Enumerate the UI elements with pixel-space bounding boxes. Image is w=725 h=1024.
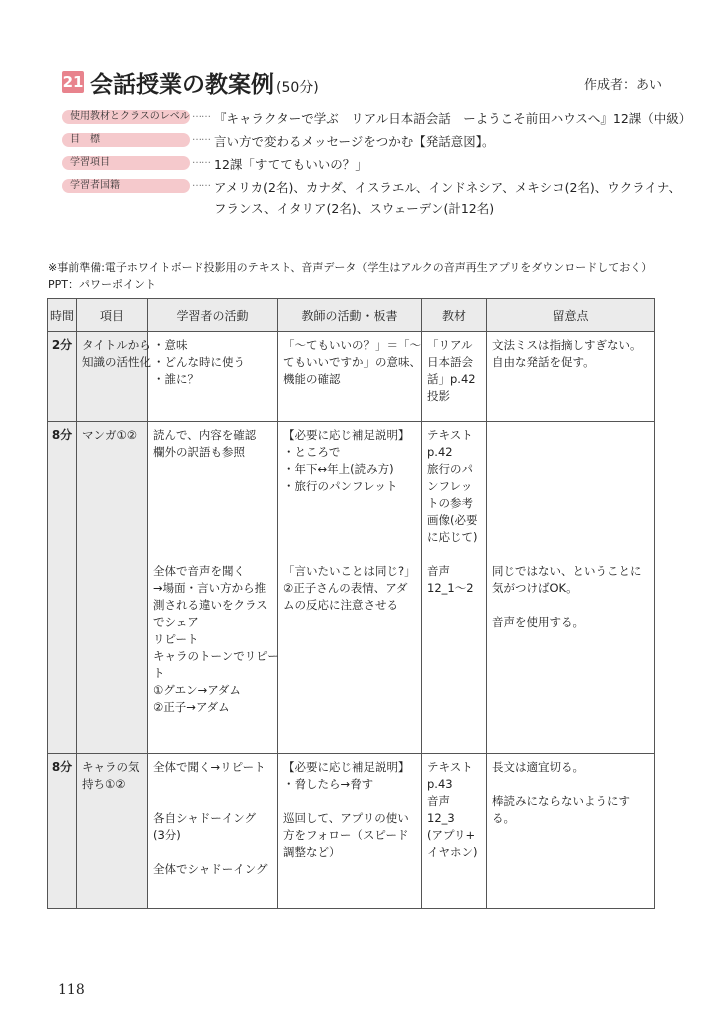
meta-label: 目 標 [62, 133, 190, 147]
meta-value: 『キャラクターで学ぶ リアル日本語会話 ーようこそ前田ハウスへ』12課（中級） [214, 111, 692, 126]
meta-row-material [62, 108, 692, 131]
header-cell: 学習者の活動 [148, 299, 278, 332]
time-cell: 2分 [48, 332, 77, 422]
meta-value: アメリカ(2名)、カナダ、イスラエル、インドネシア、メキシコ(2名)、ウクライナ、 フランス、イタリア(2名)、スウェーデン(計12名) [214, 180, 682, 216]
header-cell: 教材 [422, 299, 487, 332]
table-row [48, 754, 655, 909]
meta-row-nationality [62, 177, 682, 221]
table-row [48, 422, 655, 754]
preparation-note [48, 259, 652, 293]
notes-cell: 同じではない、ということに 気がつけばOK。 音声を使用する。 [487, 422, 655, 754]
material-cell: テキスト p.43 音声 12_3 (アプリ+ イヤホン) [422, 754, 487, 909]
meta-value: 言い方で変わるメッセージをつかむ【発話意図】。 [214, 134, 495, 149]
student-cell: 読んで、内容を確認 欄外の訳語も参照 全体で音声を聞く →場面・言い方から推 測される違いをクラス でシェア リピート キャラのトーンでリピー ト ①グエン→アダム ②正子→アダム [148, 422, 278, 754]
lesson-header [62, 68, 662, 98]
dot-leader: …… [192, 155, 210, 166]
notes-cell: 長文は適宜切る。 棒読みにならないようにす る。 [487, 754, 655, 909]
dot-leader: …… [192, 109, 210, 120]
time-cell: 8分 [48, 422, 77, 754]
meta-label: 使用教材とクラスのレベル [62, 110, 190, 124]
lesson-meta [62, 108, 692, 221]
table-row [48, 332, 655, 422]
student-cell: 全体で聞く→リピート 各自シャドーイング (3分) 全体でシャドーイング [148, 754, 278, 909]
teacher-cell: 「～てもいいの？」＝「～ てもいいですか」の意味、 機能の確認 [278, 332, 422, 422]
dot-leader: …… [192, 178, 210, 189]
material-cell: テキスト p.42 旅行のパ ンフレッ トの参考 画像(必要 に応じて) 音声 12_1～2 [422, 422, 487, 754]
page-number: 118 [58, 982, 85, 998]
meta-row-goal [62, 131, 672, 154]
lesson-plan-table [47, 298, 655, 909]
item-cell: タイトルから 知識の活性化 [77, 332, 148, 422]
lesson-number-badge: 21 [62, 73, 84, 91]
title-text: 会話授業の教案例 [90, 72, 274, 98]
item-cell: キャラの気 持ち①② [77, 754, 148, 909]
prep-line: PPT：パワーポイント [48, 278, 156, 291]
dot-leader: …… [192, 132, 210, 143]
author-label: 作成者：あい [583, 78, 662, 93]
notes-cell: 文法ミスは指摘しすぎない。 自由な発話を促す。 [487, 332, 655, 422]
table-header-row [48, 299, 655, 332]
meta-label: 学習者国籍 [62, 179, 190, 193]
header-cell: 留意点 [487, 299, 655, 332]
header-cell: 項目 [77, 299, 148, 332]
time-cell: 8分 [48, 754, 77, 909]
material-cell: 「リアル 日本語会 話」p.42 投影 [422, 332, 487, 422]
page-title [90, 66, 319, 99]
header-cell: 時間 [48, 299, 77, 332]
title-duration: (50分) [276, 80, 319, 96]
prep-line: ※事前準備:電子ホワイトボード投影用のテキスト、音声データ（学生はアルクの音声再生アプリをダウンロードしておく） [48, 261, 653, 274]
meta-row-item [62, 154, 672, 177]
teacher-cell: 【必要に応じ補足説明】 ・脅したら→脅す 巡回して、アプリの使い 方をフォロー（スピード 調整など） [278, 754, 422, 909]
meta-label: 学習項目 [62, 156, 190, 170]
meta-value: 12課「すててもいいの？」 [214, 157, 368, 172]
header-cell: 教師の活動・板書 [278, 299, 422, 332]
teacher-cell: 【必要に応じ補足説明】 ・ところで ・年下↔年上(読み方) ・旅行のパンフレット 「言いたいことは同じ?」 ②正子さんの表情、アダ ムの反応に注意させる [278, 422, 422, 754]
item-cell: マンガ①② [77, 422, 148, 754]
student-cell: ・意味 ・どんな時に使う ・誰に？ [148, 332, 278, 422]
